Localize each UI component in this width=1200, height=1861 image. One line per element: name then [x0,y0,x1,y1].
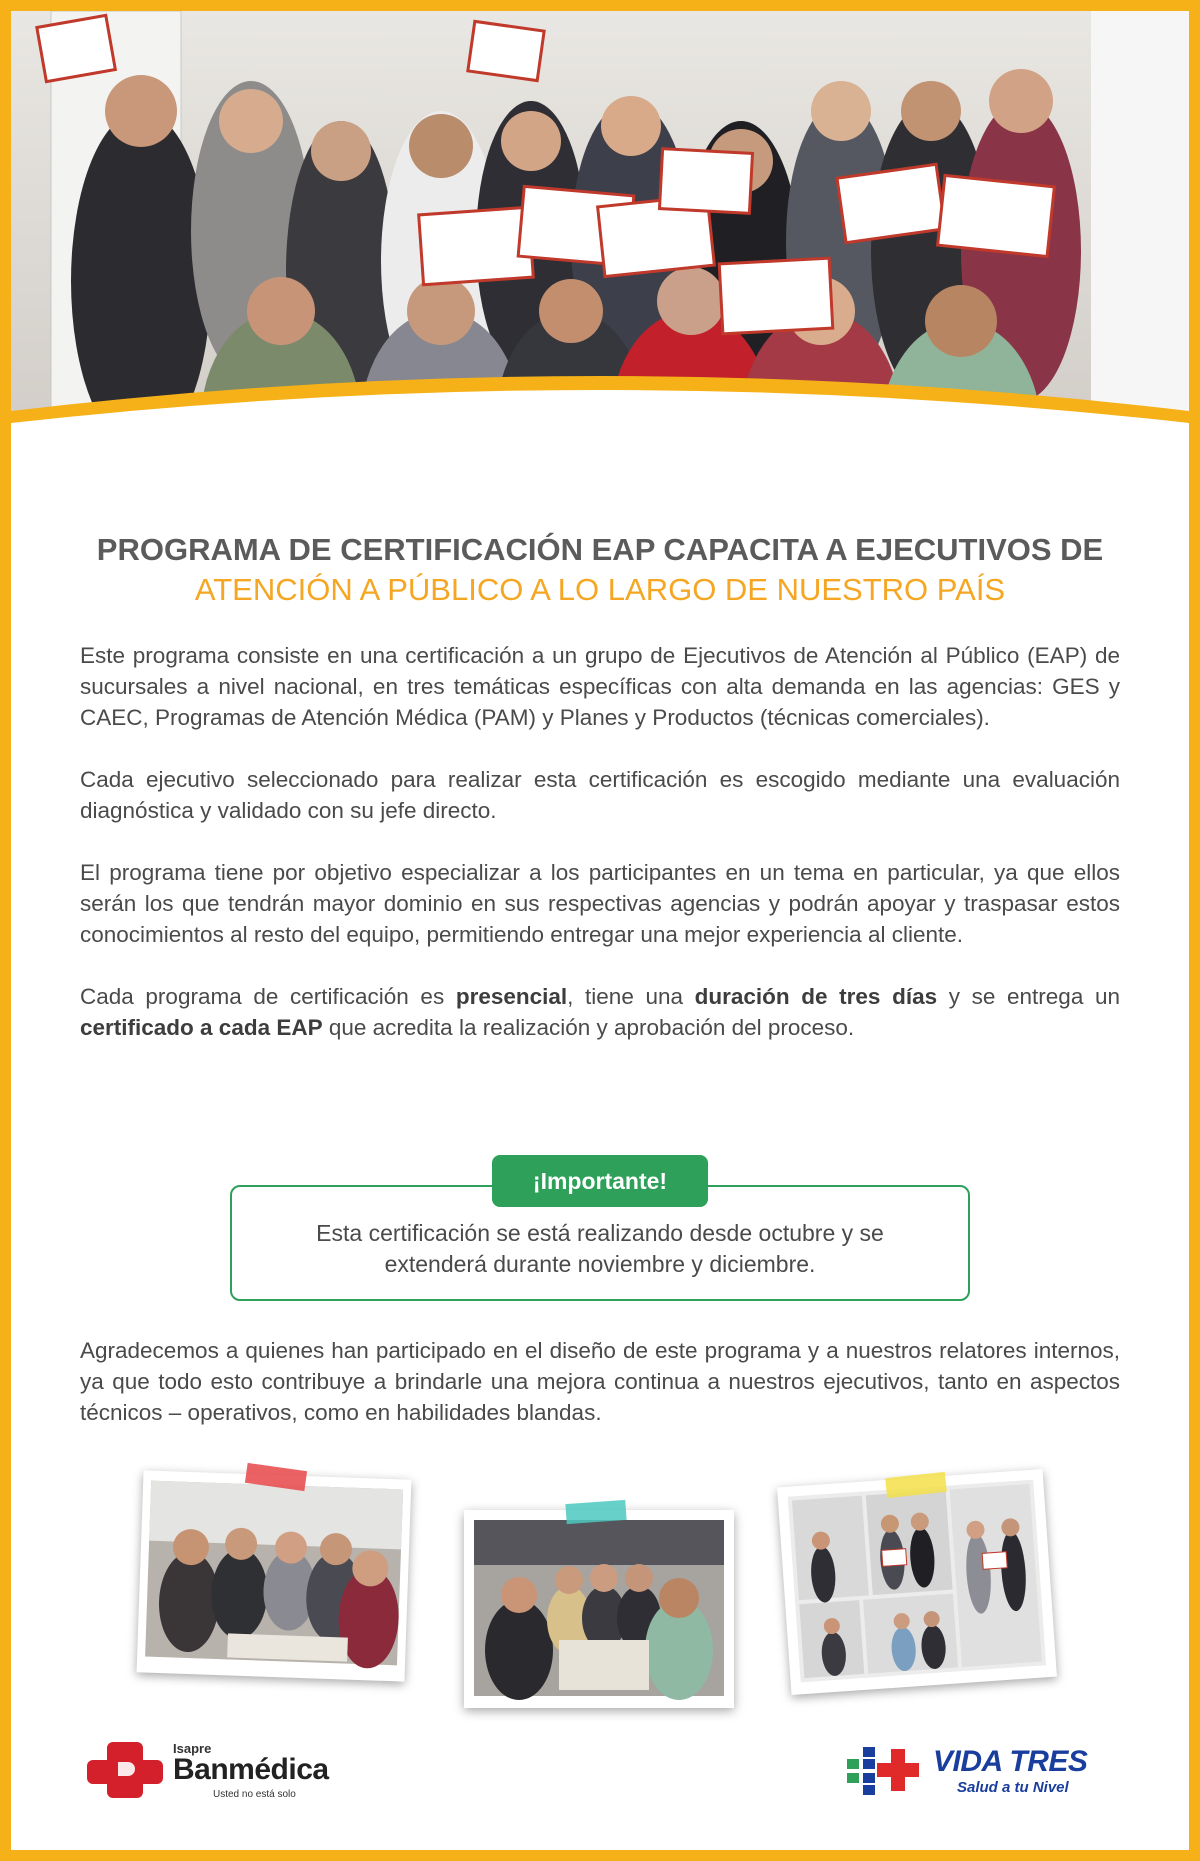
article-body [80,640,1120,1074]
gallery-photo-1 [137,1470,412,1681]
banmedica-tagline: Usted no está solo [213,1789,296,1800]
p4-bold-3: certificado a cada EAP [80,1015,323,1040]
p4-bold-1: presencial [455,984,568,1009]
p4-text-3: y se entrega un [937,984,1120,1009]
gallery-photo-3 [777,1469,1057,1695]
gallery-photo-2 [464,1510,734,1708]
vidatres-cross-icon [845,1747,923,1797]
important-text: Esta certificación se está realizando desde octubre y se extenderá durante noviembre y diciembre. [316,1220,884,1277]
article-title [40,530,1160,610]
p4-text-1: Cada programa de certificación es [80,984,456,1009]
vidatres-logo [845,1745,1115,1805]
paragraph-3: El programa tiene por objetivo especializar a los participantes en un tema en particular, ya que ellos serán los que tendrán mayor dominio en sus respectivas agencias y podrán apoyar y traspasar estos conocimientos al resto del equipo, permitiendo entregar una mejor experiencia al cliente. [80,860,1120,947]
important-label: ¡Importante! [492,1155,708,1207]
banmedica-name: Banmédica [173,1753,329,1786]
paragraph-4 [80,981,1120,1043]
paragraph-2: Cada ejecutivo seleccionado para realizar esta certificación es escogido mediante una evaluación diagnóstica y validado con su jefe directo. [80,767,1120,823]
title-line-1: PROGRAMA DE CERTIFICACIÓN EAP CAPACITA A EJECUTIVOS DE [96,532,1104,567]
banmedica-isapre-label: Isapre [173,1741,212,1756]
p4-text-2: , tiene una [567,984,695,1009]
tape-2 [565,1500,626,1524]
title-line-2: ATENCIÓN A PÚBLICO A LO LARGO DE NUESTRO PAÍS [194,572,1006,607]
p4-text-4: que acredita la realización y aprobación del proceso. [322,1015,855,1040]
hero-photo [11,11,1189,481]
vidatres-name: VIDA TRES [933,1745,1088,1778]
thanks-paragraph: Agradecemos a quienes han participado en el diseño de este programa y a nuestros relatores internos, ya que todo esto contribuye a brindarle una mejora continua a nuestros ejecutivos, tanto en aspectos técnicos – operativos, como en habilidades blandas. [80,1338,1120,1425]
vidatres-tagline: Salud a tu Nivel [957,1779,1069,1796]
p4-bold-2: duración de tres días [694,984,938,1009]
paragraph-1: Este programa consiste en una certificación a un grupo de Ejecutivos de Atención al Público (EAP) de sucursales a nivel nacional, en tres temáticas específicas con alta demanda en las agencias: GES y CAEC, Programas de Atención Médica (PAM) y Planes y Productos (técnicas comerciales). [80,643,1120,730]
banmedica-logo [85,1735,345,1805]
banmedica-cross-icon [85,1740,165,1800]
